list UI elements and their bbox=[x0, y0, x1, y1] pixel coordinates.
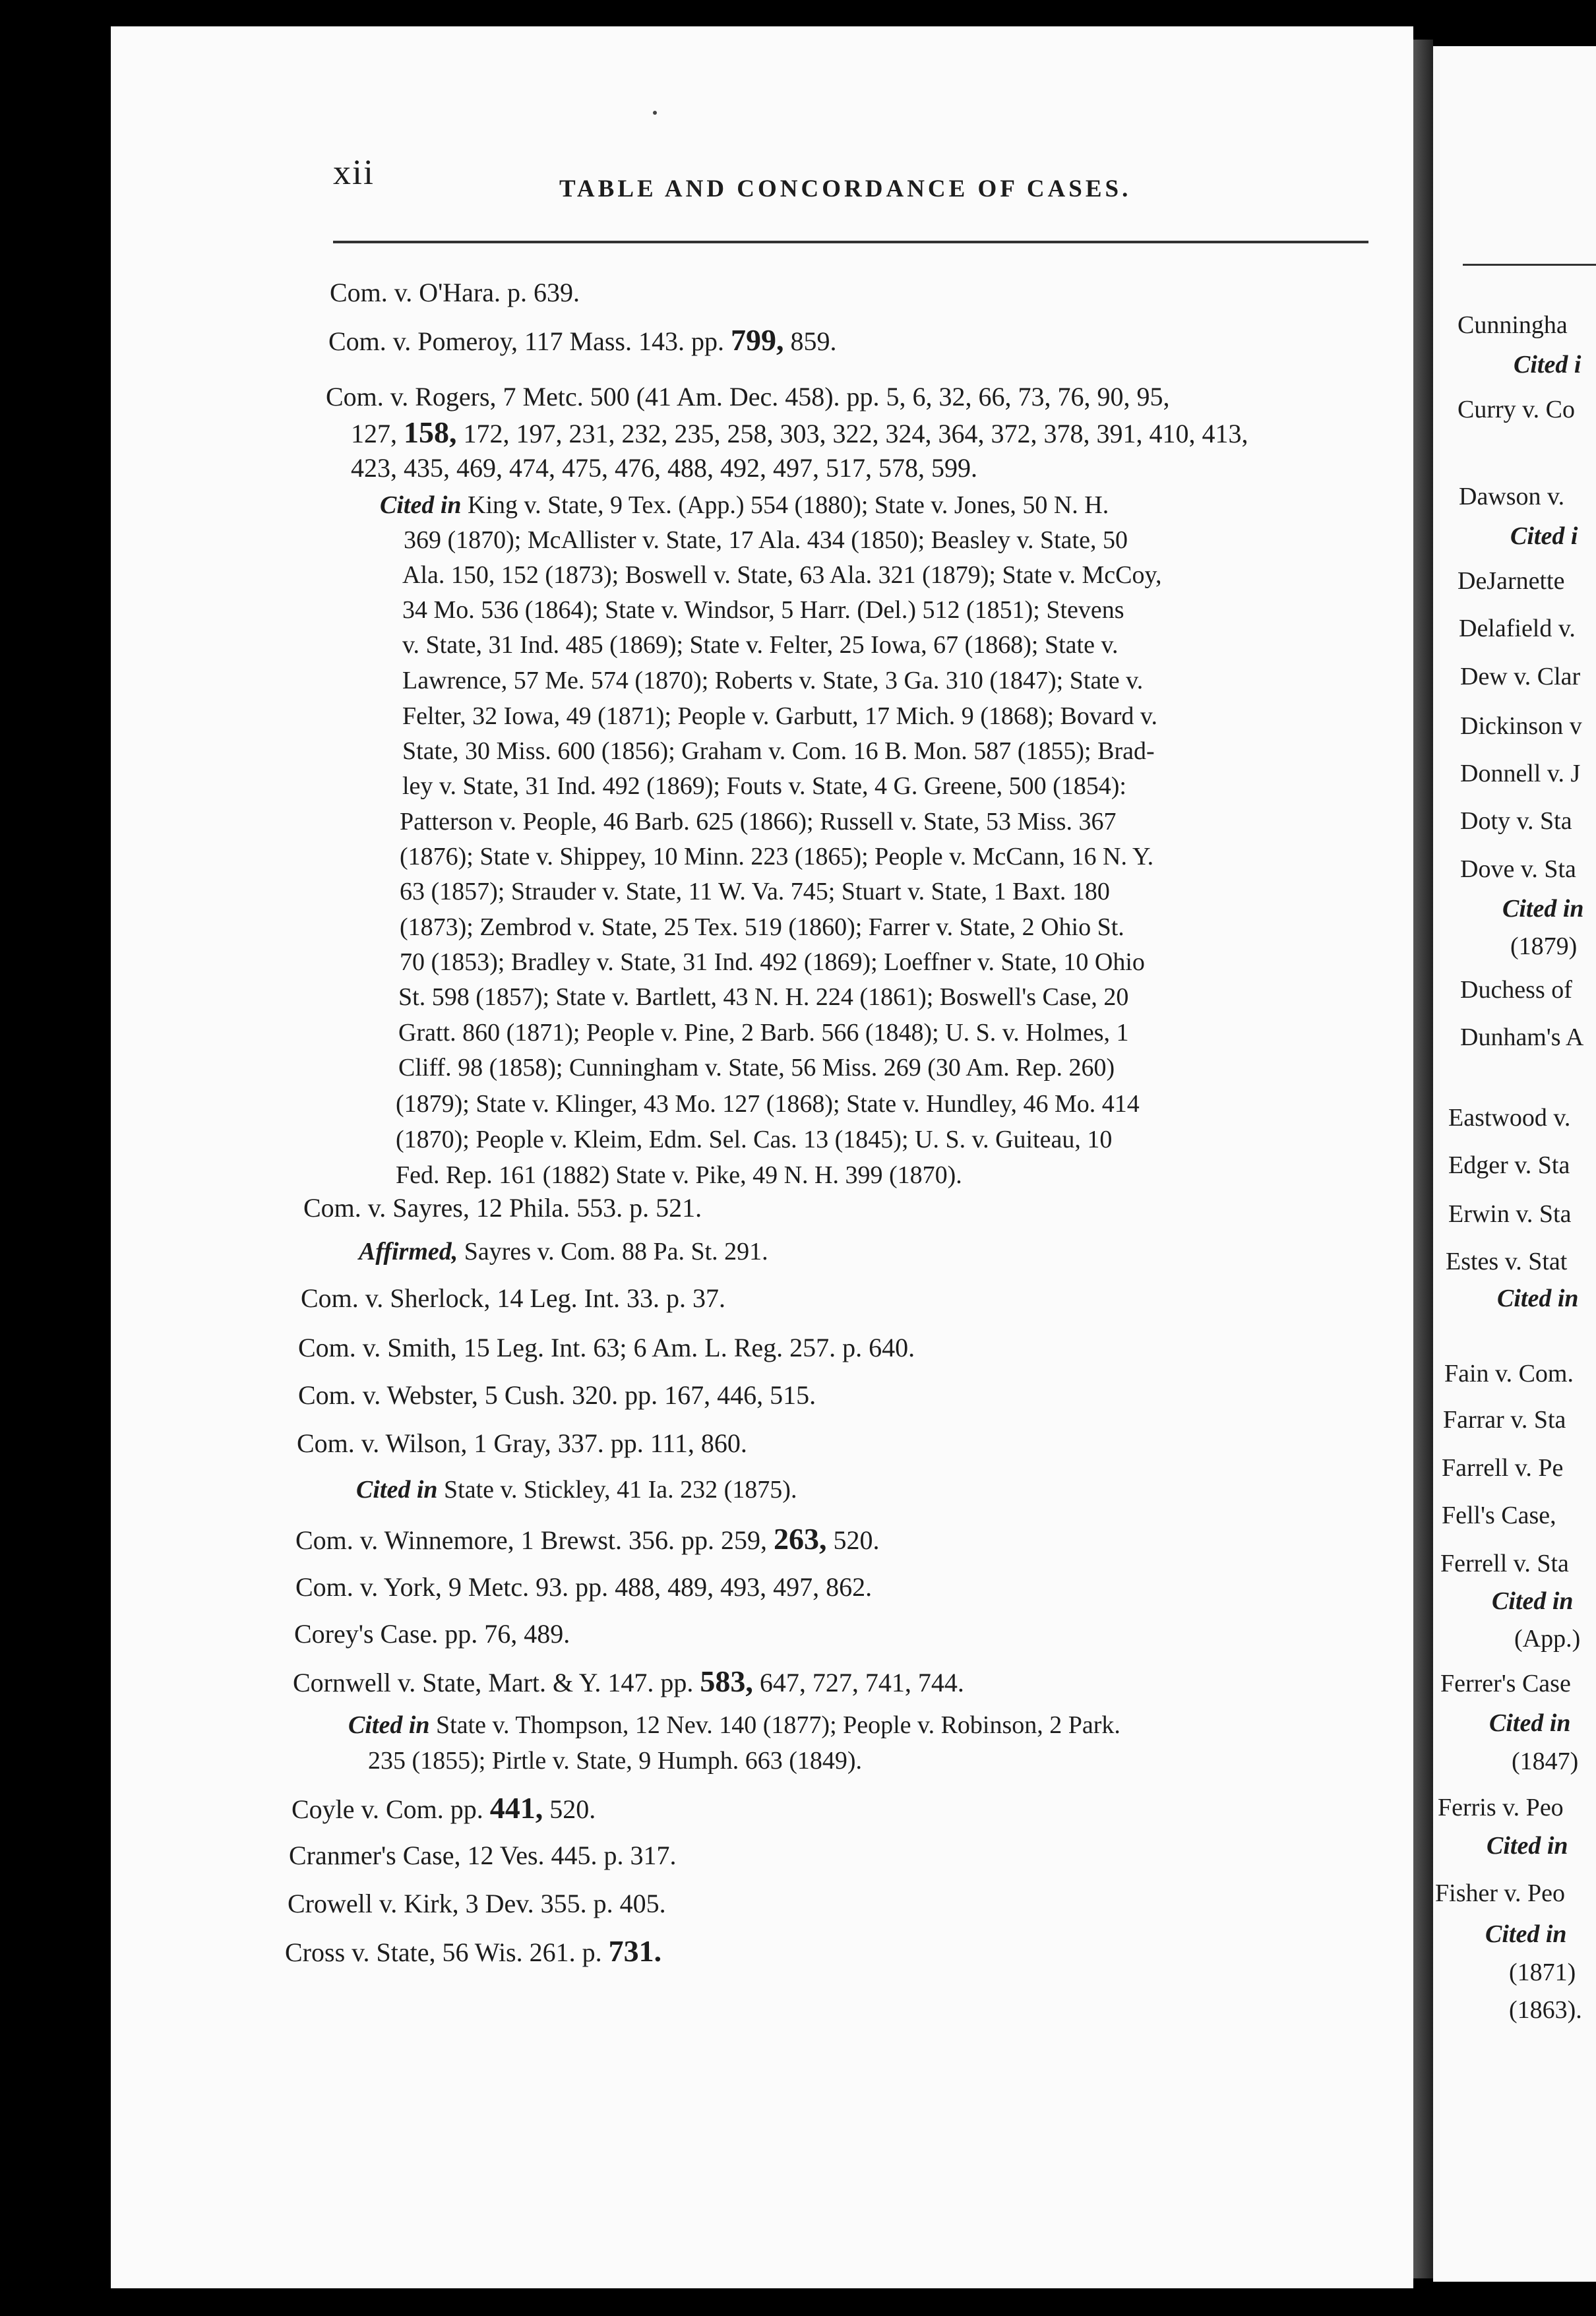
right-page-line: Cited in bbox=[1492, 1587, 1574, 1615]
right-page-line: Dove v. Sta bbox=[1460, 855, 1576, 883]
right-page-line: (1871) bbox=[1509, 1959, 1576, 1986]
entry-line: ley v. State, 31 Ind. 492 (1869); Fouts v. State, 4 G. Greene, 500 (1854): bbox=[402, 772, 1126, 800]
entry-line: Com. v. O'Hara. p. 639. bbox=[330, 278, 580, 307]
entry-line: v. State, 31 Ind. 485 (1869); State v. Felter, 25 Iowa, 67 (1868); State v. bbox=[402, 631, 1119, 659]
entry-line: 34 Mo. 536 (1864); State v. Windsor, 5 Harr. (Del.) 512 (1851); Stevens bbox=[402, 596, 1124, 624]
entry-line: Lawrence, 57 Me. 574 (1870); Roberts v. State, 3 Ga. 310 (1847); State v. bbox=[402, 667, 1144, 694]
entry-line: 235 (1855); Pirtle v. State, 9 Humph. 663 (1849). bbox=[368, 1747, 863, 1775]
right-page-line: Farrar v. Sta bbox=[1443, 1406, 1566, 1434]
right-page-line: Curry v. Co bbox=[1458, 396, 1576, 423]
entry-line: Cornwell v. State, Mart. & Y. 147. pp. 583, 647, 727, 741, 744. bbox=[293, 1664, 964, 1698]
right-page-line: Eastwood v. bbox=[1448, 1104, 1571, 1132]
entry-line: Ala. 150, 152 (1873); Boswell v. State, 63 Ala. 321 (1879); State v. McCoy, bbox=[402, 561, 1162, 589]
right-page-line: Donnell v. J bbox=[1460, 760, 1581, 787]
entry-line: Com. v. Smith, 15 Leg. Int. 63; 6 Am. L. Reg. 257. p. 640. bbox=[298, 1333, 915, 1362]
entry-line: 423, 435, 469, 474, 475, 476, 488, 492, 497, 517, 578, 599. bbox=[351, 453, 977, 483]
right-page-line: Erwin v. Sta bbox=[1448, 1200, 1572, 1228]
running-head: TABLE AND CONCORDANCE OF CASES. bbox=[559, 175, 1132, 202]
right-page-line: Ferris v. Peo bbox=[1438, 1794, 1564, 1821]
entry-line: (1873); Zembrod v. State, 25 Tex. 519 (1860); Farrer v. State, 2 Ohio St. bbox=[400, 913, 1124, 941]
entry-line: Felter, 32 Iowa, 49 (1871); People v. Garbutt, 17 Mich. 9 (1868); Bovard v. bbox=[402, 702, 1157, 730]
right-page-line: Cited in bbox=[1497, 1285, 1579, 1312]
right-page-line: (1863). bbox=[1509, 1996, 1582, 2024]
entry-line: Cited in State v. Thompson, 12 Nev. 140 (1877); People v. Robinson, 2 Park. bbox=[348, 1711, 1120, 1739]
right-page-line: Cited i bbox=[1514, 351, 1581, 379]
entry-line: (1876); State v. Shippey, 10 Minn. 223 (1865); People v. McCann, 16 N. Y. bbox=[400, 843, 1154, 870]
right-page-line: Ferrer's Case bbox=[1440, 1670, 1571, 1697]
entry-line: (1879); State v. Klinger, 43 Mo. 127 (1868); State v. Hundley, 46 Mo. 414 bbox=[396, 1090, 1140, 1118]
entry-line: State, 30 Miss. 600 (1856); Graham v. Com. 16 B. Mon. 587 (1855); Brad- bbox=[402, 737, 1155, 765]
entry-line: Com. v. Webster, 5 Cush. 320. pp. 167, 446, 515. bbox=[298, 1380, 816, 1410]
right-page-line: Fain v. Com. bbox=[1444, 1360, 1574, 1387]
entry-line: Patterson v. People, 46 Barb. 625 (1866); Russell v. State, 53 Miss. 367 bbox=[400, 808, 1117, 836]
right-page-line: Cited i bbox=[1510, 522, 1578, 550]
entry-line: Cited in State v. Stickley, 41 Ia. 232 (1875). bbox=[356, 1476, 797, 1504]
right-page-line: Fell's Case, bbox=[1442, 1502, 1556, 1529]
entry-line: Affirmed, Sayres v. Com. 88 Pa. St. 291. bbox=[359, 1238, 768, 1265]
right-page-line: Doty v. Sta bbox=[1460, 807, 1572, 835]
right-page-line: Cited in bbox=[1485, 1920, 1567, 1948]
right-page-line: Cited in bbox=[1489, 1709, 1571, 1737]
entry-line: Com. v. Sayres, 12 Phila. 553. p. 521. bbox=[303, 1193, 702, 1223]
right-page-line: Cited in bbox=[1487, 1832, 1568, 1860]
entry-line: Com. v. York, 9 Metc. 93. pp. 488, 489, 493, 497, 862. bbox=[295, 1572, 873, 1602]
entry-line: Com. v. Sherlock, 14 Leg. Int. 33. p. 37. bbox=[301, 1283, 726, 1313]
entry-line: Com. v. Pomeroy, 117 Mass. 143. pp. 799, 859. bbox=[328, 323, 837, 357]
entry-line: Cited in King v. State, 9 Tex. (App.) 554 (1880); State v. Jones, 50 N. H. bbox=[380, 491, 1109, 519]
entry-line: (1870); People v. Kleim, Edm. Sel. Cas. 13 (1845); U. S. v. Guiteau, 10 bbox=[396, 1126, 1113, 1153]
right-page-line: Ferrell v. Sta bbox=[1440, 1550, 1569, 1577]
right-page-line: Fisher v. Peo bbox=[1435, 1879, 1566, 1907]
entry-line: Coyle v. Com. pp. 441, 520. bbox=[292, 1791, 596, 1825]
entry-line: 369 (1870); McAllister v. State, 17 Ala. 434 (1850); Beasley v. State, 50 bbox=[404, 526, 1128, 554]
right-page-line: Dunham's A bbox=[1460, 1023, 1584, 1051]
entry-line: 63 (1857); Strauder v. State, 11 W. Va. 745; Stuart v. State, 1 Baxt. 180 bbox=[400, 878, 1110, 905]
right-page-line: Delafield v. bbox=[1459, 615, 1576, 642]
right-page-line: Dickinson v bbox=[1460, 712, 1582, 740]
right-page-line: (1879) bbox=[1510, 932, 1578, 960]
right-page-line: Cunningha bbox=[1458, 311, 1568, 339]
right-page-line: Cited in bbox=[1502, 895, 1584, 923]
entry-line: Com. v. Rogers, 7 Metc. 500 (41 Am. Dec. 458). pp. 5, 6, 32, 66, 73, 76, 90, 95, bbox=[326, 382, 1170, 411]
right-page-line: Estes v. Stat bbox=[1446, 1248, 1568, 1275]
entry-line: St. 598 (1857); State v. Bartlett, 43 N. H. 224 (1861); Boswell's Case, 20 bbox=[398, 983, 1129, 1011]
right-page-line: Farrell v. Pe bbox=[1442, 1454, 1564, 1482]
right-page-line: Edger v. Sta bbox=[1448, 1151, 1570, 1179]
entry-line: Gratt. 860 (1871); People v. Pine, 2 Barb. 566 (1848); U. S. v. Holmes, 1 bbox=[398, 1019, 1129, 1047]
entry-line: Crowell v. Kirk, 3 Dev. 355. p. 405. bbox=[288, 1889, 666, 1918]
entry-line: Cranmer's Case, 12 Ves. 445. p. 317. bbox=[289, 1841, 677, 1870]
entry-line: Cliff. 98 (1858); Cunningham v. State, 56 Miss. 269 (30 Am. Rep. 260) bbox=[398, 1054, 1115, 1082]
entry-line: Corey's Case. pp. 76, 489. bbox=[294, 1619, 570, 1649]
right-page-line: DeJarnette bbox=[1458, 567, 1565, 595]
entry-line: Com. v. Wilson, 1 Gray, 337. pp. 111, 860. bbox=[297, 1428, 747, 1458]
right-page-line: (1847) bbox=[1512, 1748, 1579, 1775]
entry-line: 70 (1853); Bradley v. State, 31 Ind. 492 (1869); Loeffner v. State, 10 Ohio bbox=[400, 948, 1145, 976]
right-page-line: Dawson v. bbox=[1459, 483, 1565, 510]
page-number: xii bbox=[333, 152, 375, 192]
entry-line: Cross v. State, 56 Wis. 261. p. 731. bbox=[285, 1934, 662, 1968]
entry-line: Com. v. Winnemore, 1 Brewst. 356. pp. 259, 263, 520. bbox=[295, 1522, 880, 1556]
right-page-line: Dew v. Clar bbox=[1460, 663, 1581, 690]
right-page-line: Duchess of bbox=[1460, 976, 1572, 1004]
right-page-line: (App.) bbox=[1514, 1625, 1581, 1653]
entry-line: 127, 158, 172, 197, 231, 232, 235, 258, 303, 322, 324, 364, 372, 378, 391, 410, 413, bbox=[351, 415, 1248, 449]
entry-line: Fed. Rep. 161 (1882) State v. Pike, 49 N. H. 399 (1870). bbox=[396, 1161, 962, 1189]
